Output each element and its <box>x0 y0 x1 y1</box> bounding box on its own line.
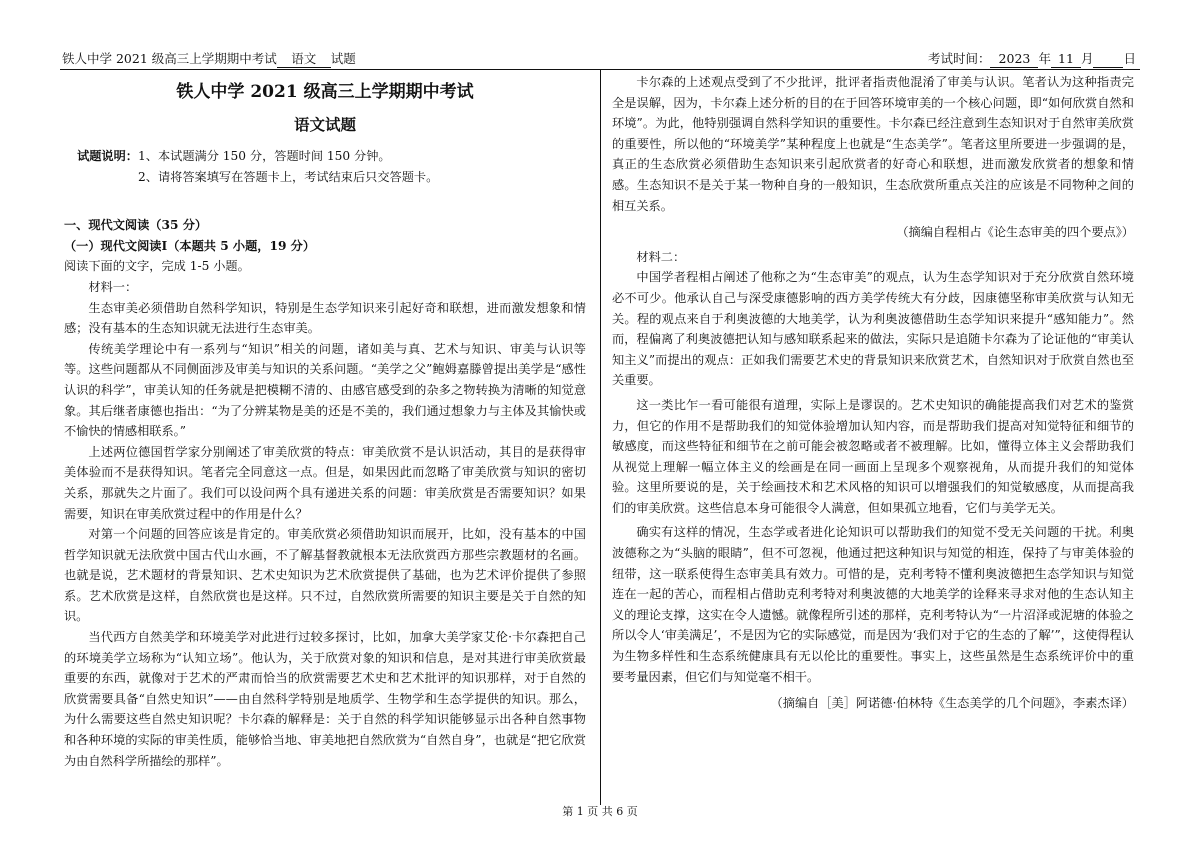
material2-paragraph: 确实有这样的情况，生态学或者进化论知识可以帮助我们的知觉不受无关问题的干扰。利奥波德称之为“头脑的眼睛”，但不可忽视，他通过把这种知识与知觉的相连，保持了与审美体验的纽带，这一联系使得生态审美具有效力。可惜的是，克利考特不懂利奥波德把生态学知识与知觉连在一起的苦心，而程相占借助克利考特对利奥波德的大地美学的诠释来寻求对他的生态认知主义的理论支撑，这实在令人遗憾。就像程所引述的那样，克利考特认为“一片沼泽或泥塘的体验之所以令人‘审美满足’，不是因为它的实际感觉，而是因为‘我们对于它的生态的了解’”，这使得程认为生物多样性和生态系统健康具有无以伦比的重要性。事实上，这些虽然是生态系统评价中的重要考量因素，但它们与知觉毫不相干。 <box>612 525 1134 684</box>
header-suffix: 试题 <box>330 51 356 66</box>
header-time-label: 考试时间： <box>927 51 991 66</box>
material1-paragraph: 生态审美必须借助自然科学知识，特别是生态学知识来引起好奇和联想，进而激发想象和情感；没有基本的生态知识就无法进行生态审美。 <box>64 300 586 336</box>
header-right <box>928 51 1136 68</box>
right-column <box>612 72 1134 714</box>
header-subject: 语文 <box>277 51 331 68</box>
header-day <box>1093 52 1123 68</box>
left-column <box>64 72 586 771</box>
exam-subtitle: 语文试题 <box>293 115 356 134</box>
instructions <box>64 146 586 187</box>
material1-paragraph: 传统美学理论中有一系列与“知识”相关的问题，诸如美与真、艺术与知识、审美与认识等等。这些问题都从不同侧面涉及审美与知识的关系问题。“美学之父”鲍姆嘉滕曾提出美学是“感性认识的科学”，审美认知的任务就是把模糊不清的、由感官感受到的杂多之物转换为清晰的知觉意象。其后继者康德也指出：“为了分辨某物是美的还是不美的，我们通过想象力与主体及其愉快或不愉快的情感相联系。” <box>64 341 586 439</box>
section-heading: 一、现代文阅读（35 分） <box>64 218 208 233</box>
column-divider <box>600 70 601 805</box>
header-exam-name: 铁人中学 2021 级高三上学期期中考试 <box>62 51 277 66</box>
material1-label: 材料一： <box>88 279 138 294</box>
material2-paragraph: 中国学者程相占阐述了他称之为“生态审美”的观点，认为生态学知识对于充分欣赏自然环境必不可少。他承认自己与深受康德影响的西方美学传统大有分歧，因康德坚称审美欣赏与认知无关。程的观点来自于利奥波德的大地美学，认为利奥波德借助生态学知识来提升“感知能力”。然而，程偏离了利奥波德把认知与感知联系起来的做法，实际只是追随卡尔森为了论证他的“审美认知主义”而提出的观点：正如我们需要艺术史的背景知识来欣赏艺术，自然知识对于欣赏自然也至关重要。 <box>612 270 1134 388</box>
material2-paragraph: 这一类比乍一看可能很有道理，实际上是谬误的。艺术史知识的确能提高我们对艺术的鉴赏力，但它的作用不是帮助我们的知觉体验增加认知内容，而是帮助我们提高对知觉特征和细节的敏感度，而这些特征和细节在之前可能会被忽略或者不被理解。比如，懂得立体主义会帮助我们从视觉上理解一幅立体主义的绘画是在同一画面上呈现多个观察视角，从而提升我们的知觉体验。这里所要说的是，关于绘画技术和艺术风格的知识可以增强我们的知觉敏感度，从而提高我们的审美欣赏。这些信息本身可能很令人满意，但如果孤立地看，它们与美学无关。 <box>612 397 1134 515</box>
material1-source: （摘编自程相占《论生态审美的四个要点》） <box>896 225 1134 240</box>
header-month-unit: 月 <box>1080 51 1094 66</box>
subsection-heading: （一）现代文阅读Ⅰ（本题共 5 小题，19 分） <box>64 238 316 253</box>
header-left <box>62 51 356 68</box>
material2-label: 材料二： <box>636 249 686 264</box>
header-day-unit: 日 <box>1123 51 1136 66</box>
instruction-item-2: 2、请将答案填写在答题卡上，考试结束后只交答题卡。 <box>138 169 439 184</box>
material1-paragraph: 上述两位德国哲学家分别阐述了审美欣赏的特点：审美欣赏不是认识活动，其目的是获得审美体验而不是获得知识。笔者完全同意这一点。但是，如果因此而忽略了审美欣赏与知识的密切关系，那就失之片面了。我们可以设问两个具有递进关系的问题：审美欣赏是否需要知识？如果需要，知识在审美欣赏过程中的作用是什么？ <box>64 444 586 521</box>
material1-paragraph: 对第一个问题的回答应该是肯定的。审美欣赏必须借助知识而展开，比如，没有基本的中国哲学知识就无法欣赏中国古代山水画，不了解基督教就根本无法欣赏西方那些宗教题材的名画。也就是说，艺术题材的背景知识、艺术史知识为艺术欣赏提供了基础，也为艺术评价提供了参照系。艺术欣赏是这样，自然欣赏也是这样。只不过，自然欣赏所需要的知识主要是关于自然的知识。 <box>64 527 586 624</box>
reading-direction: 阅读下面的文字，完成 1-5 小题。 <box>64 259 250 274</box>
instruction-item-1: 1、本试题满分 150 分，答题时间 150 分钟。 <box>138 149 391 163</box>
page-footer: 第 1 页 共 6 页 <box>562 805 638 818</box>
exam-title: 铁人中学 2021 级高三上学期期中考试 <box>176 82 474 102</box>
header-year-unit: 年 <box>1038 51 1051 66</box>
material1-paragraph: 卡尔森的上述观点受到了不少批评，批评者指责他混淆了审美与认识。笔者认为这种指责完全是误解，因为，卡尔森上述分析的目的在于回答环境审美的一个核心问题，即“如何欣赏自然和环境”。为此，他特别强调自然科学知识的重要性。卡尔森已经注意到生态知识对于自然审美欣赏的重要性，所以他的“环境美学”某种程度上也就是“生态美学”。笔者这里所要进一步强调的是，真正的生态欣赏必须借助生态知识来引起欣赏者的好奇心和联想，进而激发欣赏者的想象和情感。生态知识不是关于某一物种自身的一般知识，生态欣赏所重点关注的应该是不同物种之间的相互关系。 <box>612 75 1134 213</box>
instructions-label: 试题说明： <box>77 149 138 163</box>
header-year: 2023 <box>990 51 1038 68</box>
material2-source: （摘编自［美］阿诺德·伯林特《生态美学的几个问题》，李素杰译） <box>770 696 1134 711</box>
header-month: 11 <box>1051 51 1081 68</box>
material1-paragraph: 当代西方自然美学和环境美学对此进行过较多探讨，比如，加拿大美学家艾伦·卡尔森把自己的环境美学立场称为“认知立场”。他认为，关于欣赏对象的知识和信息，是对其进行审美欣赏最重要的东西，就像对于艺术的严肃而恰当的欣赏需要艺术史和艺术批评的知识那样，对于自然的欣赏需要具备“自然史知识”——由自然科学特别是地质学、生物学和生态学提供的知识。那么，为什么需要这些自然史知识呢？卡尔森的解释是：关于自然的科学知识能够显示出各种自然事物和各种环境的实际的审美性质，能够恰当地、审美地把自然欣赏为“自然自身”，也就是“把它欣赏为由自然科学所描绘的那样”。 <box>64 630 586 768</box>
